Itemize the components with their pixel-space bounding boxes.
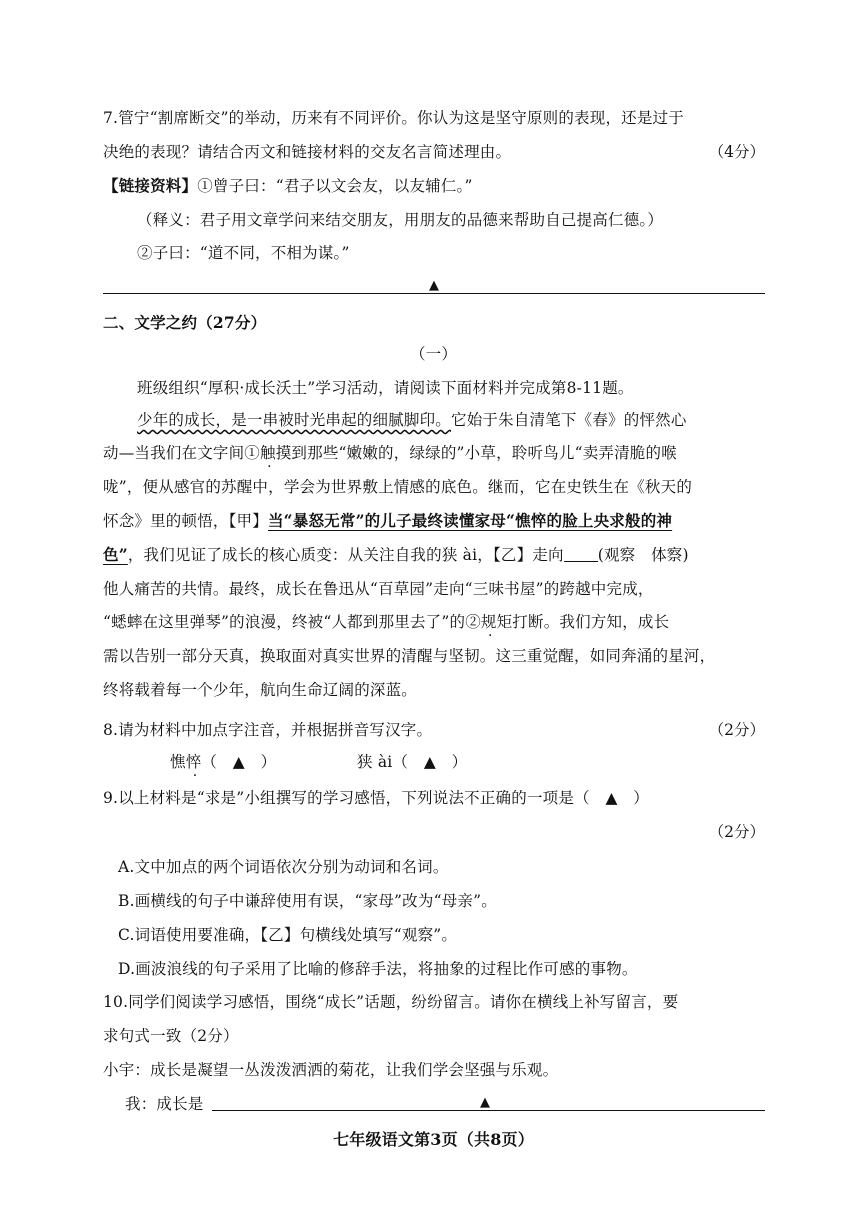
link-label: 【链接资料】	[103, 176, 198, 195]
wavy-sentence: 少年的成长，是一串被时光串起的细腻脚印。	[137, 411, 452, 429]
answer-mark: ▲	[429, 278, 439, 293]
passage-text: 摸到那些“嫩嫩的，绿绿的”小草，聆听鸟儿“卖弄清脆的喉	[275, 444, 677, 462]
passage-line-8: 需以告别一部分天真，换取面对真实世界的清醒与坚韧。这三重觉醒，如同奔涌的星河，	[103, 647, 716, 665]
passage-text: 怀念》里的顿悟，【甲】	[103, 512, 268, 530]
underlined-sentence: 当“暴怒无常”的儿子最终读懂家母“憔悴的脸上央求般的神	[267, 511, 673, 530]
passage-line-4	[103, 510, 672, 532]
q10-my-answer-label: 我：成长是	[125, 1095, 204, 1113]
q8-answer-slot: （ ▲ ）	[201, 753, 277, 771]
answer-mark: ▲	[480, 1095, 490, 1110]
q9-option-a: A.文中加点的两个词语依次分别为动词和名词。	[118, 858, 449, 876]
passage-text: (观察 体察)	[597, 546, 689, 564]
q7-line1: 7.管宁“割席断交”的举动，历来有不同评价。你认为这是坚守原则的表现，还是过于	[103, 109, 684, 127]
passage-line-9: 终将载着每一个少年，航向生命辽阔的深蓝。	[103, 681, 418, 699]
q7-link-1-note: （释义：君子用文章学问来结交朋友，用朋友的品德来帮助自己提高仁德。）	[137, 211, 664, 229]
q9-option-b: B.画横线的句子中谦辞使用有误，“家母”改为“母亲”。	[118, 892, 497, 910]
q10-example: 小宇：成长是凝望一丛泼泼洒洒的菊花，让我们学会坚强与乐观。	[103, 1061, 559, 1079]
underlined-sentence-end: 色”	[103, 545, 128, 564]
q10-line2: 求句式一致（2分）	[103, 1027, 239, 1045]
q9-text: 9.以上材料是“求是”小组撰写的学习感悟，下列说法不正确的一项是（ ▲ ）	[103, 789, 649, 807]
passage-line-5	[103, 544, 689, 566]
q9-option-c: C.词语使用要准确，【乙】句横线处填写“观察”。	[118, 926, 458, 944]
q9-option-d: D.画波浪线的句子采用了比喻的修辞手法，将抽象的过程比作可感的事物。	[118, 960, 638, 978]
dotted-char: 触	[260, 444, 276, 462]
passage-line-6: 他人痛苦的共情。最终，成长在鲁迅从“百草园”走向“三味书屋”的跨越中完成，	[103, 580, 654, 598]
section-subtitle: （一）	[409, 345, 458, 363]
q10-line1: 10.同学们阅读学习感悟，围绕“成长”话题，纷纷留言。请你在横线上补写留言，要	[103, 993, 679, 1011]
q7-points: （4分）	[708, 143, 765, 161]
blank-line	[564, 545, 598, 562]
answer-line	[212, 1110, 765, 1111]
q7-line2: 决绝的表现？请结合丙文和链接材料的交友名言简述理由。	[103, 143, 512, 161]
passage-text: “蟋蟀在这里弹琴”的浪漫，终被“人都到那里去了”的②	[103, 613, 481, 631]
passage-text: ，我们见证了成长的核心质变：从关注自我的狭 ài，【乙】走向	[127, 546, 564, 564]
dotted-char: 悴	[185, 753, 202, 771]
q8-item-1	[170, 751, 276, 773]
q8-item-2: 狭 ài（ ▲ ）	[357, 753, 468, 771]
link-quote-1: ①曾子曰：“君子以文会友，以友辅仁。”	[197, 177, 473, 195]
passage-line-1	[137, 409, 687, 431]
q8-points: （2分）	[708, 721, 765, 739]
section-intro: 班级组织“厚积·成长沃土”学习活动，请阅读下面材料并完成第8-11题。	[137, 379, 634, 397]
passage-line-7	[103, 611, 669, 633]
passage-text: 矩打断。我们方知，成长	[496, 613, 670, 631]
q8-text: 8.请为材料中加点字注音，并根据拼音写汉字。	[103, 721, 433, 739]
q8-char: 憔	[170, 753, 186, 771]
passage-line-3: 咙”，便从感官的苏醒中，学会为世界敷上情感的底色。继而，它在史铁生在《秋天的	[103, 478, 693, 496]
q7-link-2: ②子曰：“道不同，不相为谋。”	[137, 244, 350, 262]
passage-line-2	[103, 442, 677, 464]
answer-line	[103, 293, 765, 294]
page-footer: 七年级语文第3页（共8页）	[333, 1130, 534, 1149]
dotted-char: 规	[480, 613, 497, 631]
q9-points: （2分）	[708, 823, 765, 841]
passage-text: 动—当我们在文字间①	[103, 444, 261, 462]
passage-text: 它始于朱自清笔下《春》的怦然心	[451, 411, 687, 429]
section-title: 二、文学之约（27分）	[103, 313, 267, 332]
q7-link-1	[103, 175, 473, 197]
